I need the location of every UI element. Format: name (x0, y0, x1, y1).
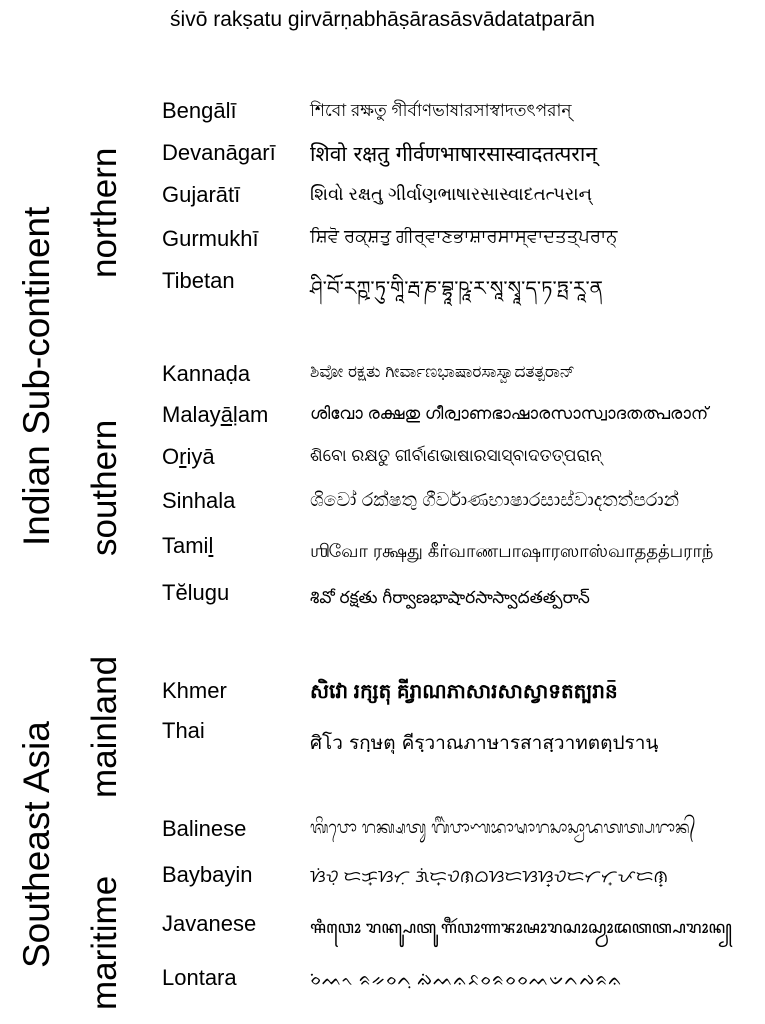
page-title: śivō rakṣatu girvārṇabhāṣārasāsvādatatparān (170, 8, 595, 31)
script-name-devanagari: Devanāgarī (162, 140, 276, 165)
script-name-gurmukhi: Gurmukhī (162, 226, 259, 251)
script-name-javanese: Javanese (162, 911, 257, 936)
sample-malayalam: ശിവോ രക്ഷതു ഗീര്വാണഭാഷാരസാസ്വാദതത്പരാന് (310, 404, 709, 423)
sample-gujarati: શિવો રક્ષતુ ગીર્વાણભાષારસાસ્વાદતત્પરાન્ (310, 184, 593, 204)
script-name-bengali: Bengālī (162, 98, 237, 123)
sample-kannada: ಶಿವೋ ರಕ್ಷತು ಗೀರ್ವಾಣಭಾಷಾರಸಾಸ್ವಾದತತ್ಪರಾನ್ (310, 362, 575, 381)
sample-lontara: ᨔᨗᨓᨚ ᨑᨀᨔᨈᨘ ᨁᨗᨓᨊᨅᨔᨑᨔᨔᨓᨉᨈᨄᨑᨊ (310, 970, 623, 989)
script-name-sinhala: Sinhala (162, 488, 236, 513)
sample-gurmukhi: ਸ਼ਿਵੋ ਰਕ੍ਸ਼ਤੁ ਗੀਰ੍ਵਾਣਭਾਸ਼ਾਰਸਾਸ੍ਵਾਦਤਤ੍ਪਰਾਨ੍ (310, 226, 618, 246)
sample-tamil: ஶிவோ ரக்ஷது கீர்வாணபாஷாரஸாஸ்வாததத்பராந் (310, 541, 714, 561)
sample-javanese: ꦯꦶꦮꦺꦴ ꦫꦏ꧀ꦰꦠꦸ ꦒꦷꦂꦮꦴꦟꦨꦴꦰꦴꦫꦱꦴꦱ꧀ꦮꦴꦢꦠꦠ꧀ꦥꦫꦴꦤ꧀ (310, 918, 732, 937)
script-name-tibetan: Tibetan (162, 268, 235, 293)
script-name-balinese: Balinese (162, 816, 247, 841)
script-name-tamil: Tamil (162, 533, 214, 558)
sample-tibetan: ཤི་བོ་རཀྵ་ཏུ་གཱི་རྦ་ཎ་བྷཱ་ཥཱ་ར་སཱ་སྭཱ་ད་ཏ་ཏྤ་རཱ་ན (310, 276, 604, 300)
subregion-label-maritime: maritime (85, 875, 124, 1010)
subregion-label-northern: northern (85, 147, 124, 278)
sample-khmer: សិវោ រក្សតុ គីរ្វាណភាសារសាស្វាទតត្បរាន៑ (310, 681, 618, 703)
sample-oriya: ଶିବୋ ରକ୍ଷତୁ ଗୀର୍ବାଣଭାଷାରସାସ୍ବାଦତତ୍ପରାନ୍ (310, 446, 602, 465)
script-name-baybayin: Baybayin (162, 862, 253, 887)
region-label-indian-subcontinent: Indian Sub-continent (16, 206, 57, 546)
subregion-label-mainland: mainland (85, 655, 124, 798)
script-name-telugu: Tĕlugu (162, 580, 230, 605)
sample-balinese: ᬰᬶᬯᭀ ᬭᬓ᭄ᬱᬢᬸ ᬕᬷᬃᬯᬵᬡᬪᬵᬱᬵᬭᬲᬵᬲ᭄ᬯᬵᬤᬢᬢ᭄ᬧᬭᬵᬦ᭄ (310, 818, 696, 837)
script-name-oriya: Oriyā (162, 444, 215, 469)
sample-baybayin: ᜐᜒᜏᜓ ᜇᜃ᜔ᜐᜆᜓ ᜄᜒᜇ᜔ᜏᜈᜊᜐᜇᜐᜐ᜔ᜏᜇᜆᜆ᜔ᜉᜇᜈ᜔ (310, 867, 668, 886)
sample-bengali: শিবো রক্ষতু গীর্বাণভাষারসাস্বাদতৎপরান্ (310, 101, 572, 120)
subregion-label-southern: southern (85, 419, 124, 556)
script-name-malayalam: Malayāḷam (162, 402, 269, 427)
script-name-khmer: Khmer (162, 678, 227, 703)
script-name-lontara: Lontara (162, 965, 237, 990)
sample-telugu: శివో రక్షతు గీర్వాణభాషారసాస్వాదతత్పరాన్ (310, 588, 590, 607)
script-name-kannada: Kannaḍa (162, 361, 251, 386)
region-label-southeast-asia: Southeast Asia (16, 721, 57, 968)
script-name-thai: Thai (162, 718, 205, 743)
sample-thai: ศิโว รกฺษตุ คีรฺวาณภาษารสาสฺวาทตตฺปรานฺ (310, 732, 659, 754)
sample-sinhala: ශිවෝ රක්ෂතු ගීර්වාණභාෂාරසාස්වාදතත්පරාන් (310, 490, 680, 511)
script-name-gujarati: Gujarātī (162, 182, 241, 207)
sample-devanagari: शिवो रक्षतु गीर्वणभाषारसास्वादतत्परान् (310, 142, 597, 166)
